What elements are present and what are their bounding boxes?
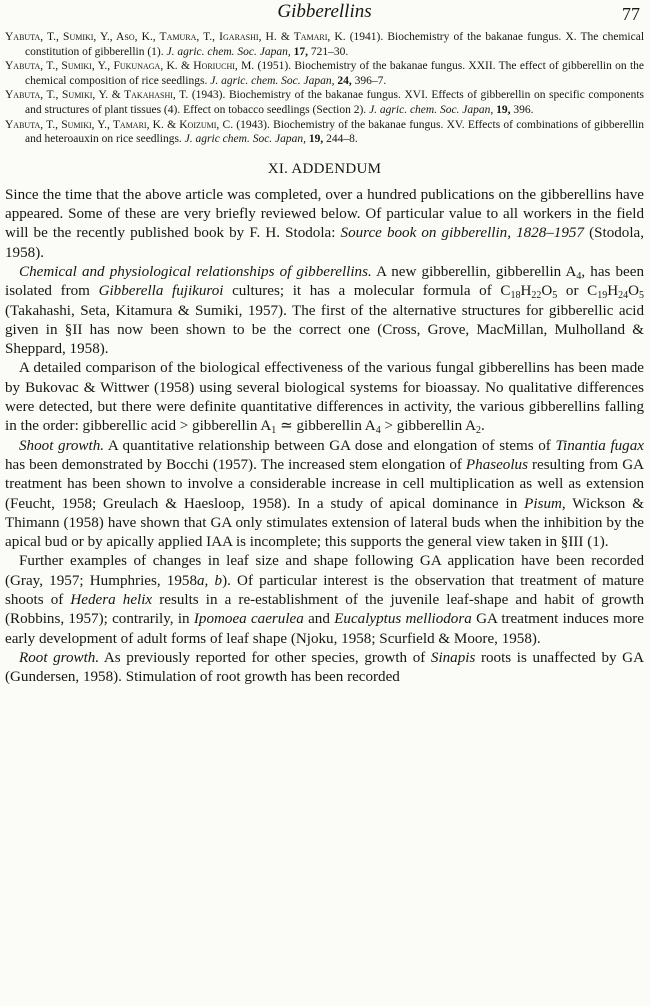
reference-volume: 19, [308,133,324,146]
page-number: 77 [622,4,640,24]
species-name: Phaseolus [465,456,528,473]
reference-pages: 721–30. [310,45,349,58]
reference-authors: Yabuta, T., Sumiki, Y., Aso, K., Tamura, T., Igarashi, H. & Tamari, K. [5,31,346,43]
species-name: Gibberella fujikuroi [98,283,224,300]
reference-year: (1951). [257,60,292,73]
reference-authors: Yabuta, T., Sumiki, Y. & Takahashi, T. [5,89,189,102]
reference-year: (1941). [349,31,384,43]
reference-list [5,30,644,147]
paragraph-shoot-growth: Shoot growth. A quantitative relationship between GA dose and elongation of stems of Tinantia fugax has been demonstrated by Bocchi (1957). The increased stem elongation of Phaseolus resulting from GA treatment has been shown to involve a considerable increase in cell multiplication as well as extension (Feucht, 1958; Greulach & Haesloop, 1958). In a study of apical dominance in Pisum, Wickson & Thimann (1958) have shown that GA only stimulates extension of lateral buds when the inhibition by the apical bud or by apically applied IAA is incomplete; this supports the general view taken in §III (1). [5,437,644,551]
run-in-heading: Chemical and physiological relationships of gibberellins. [19,263,372,280]
running-title: Gibberellins [277,1,372,22]
reference-year: (1943). [191,89,226,102]
species-name: Ipomoea caerulea [193,611,304,628]
reference-pages: 396–7. [354,74,387,87]
reference-entry [5,59,644,88]
reference-title: Biochemistry of the bakanae fungus. XVI. Effects of gibberellin on specific components and structures of plant tissues (4). Effect on tobacco seedlings (Section 2). [25,89,644,116]
paragraph-comparison: A detailed comparison of the biological effectiveness of the various fungal gibberellins has been made by Bukovac & Wittwer (1958) using several biological systems for bioassay. No qualitative differences were detected, but there were definite quantitative differences in activity, the various gibberellins falling in the order: gibberellic acid > gibberellin $A_1$ ≃ gibberellin $A_4$ > gibberellin $A_2$. [5,360,644,437]
species-name: Sinapis [430,649,476,666]
species-name: Pisum, [524,495,566,512]
reference-journal: J. agric. chem. Soc. Japan, [210,74,335,87]
paragraph-chemical: Chemical and physiological relationships of gibberellins. A new gibberellin, gibberellin $A_4$, has been isolated from Gibberella fujikuroi cultures; it has a molecular formula of $C_{18}H_{22}O_5$ or $C_{19}H_{24}O_5$ (Takahashi, Seta, Kitamura & Sumiki, 1957). The first of the alternative structures for gibberellic acid given in §II has now been shown to be the correct one (Cross, Grove, MacMillan, Mulholland & Sheppard, 1958). [5,263,645,358]
paragraph-leaf-shape: Further examples of changes in leaf size and shape following GA application have been recorded (Gray, 1957; Humphries, 1958a, b). Of particular interest is the observation that treatment of mature shoots of Hedera helix results in a re-establishment of the juvenile leaf-shape and habit of growth (Robbins, 1957); contrarily, in Ipomoea caerulea and Eucalyptus melliodora GA treatment induces more early development of adult forms of leaf shape (Njoku, 1958; Scurfield & Moore, 1958). [5,553,645,647]
species-name: Eucalyptus melliodora [334,611,472,628]
reference-volume: 24, [337,74,352,87]
reference-title: Biochemistry of the bakanae fungus. XV. Effects of combinations of gibberellin and heteroauxin on rice seedlings. [25,118,644,146]
reference-pages: 396. [513,103,534,116]
reference-authors: Yabuta, T., Sumiki, Y., Fukunaga, K. & Horiuchi, M. [5,60,255,73]
reference-title: Biochemistry of the bakanae fungus. XXII. The effect of gibberellin on the chemical composition of rice seedlings. [25,60,645,87]
species-name: Hedera helix [70,591,153,608]
section-heading: XI. ADDENDUM [267,160,382,177]
running-header [5,0,644,28]
reference-entry [5,118,644,147]
reference-entry [5,30,644,59]
run-in-heading: Shoot growth. [19,437,105,454]
paragraph-intro: Since the time that the above article was completed, over a hundred publications on the gibberellins have appeared. Some of these are very briefly reviewed below. Of particular value to all workers in the field will be the recently published book by F. H. Stodola: Source book on gibberellin, 1828–1957 (Stodola, 1958). [5,186,645,261]
paragraph-root-growth: Root growth. As previously reported for other species, growth of Sinapis roots is unaffected by GA (Gundersen, 1958). Stimulation of root growth has been recorded [5,649,644,686]
reference-volume: 19, [496,103,511,116]
reference-title: Biochemistry of the bakanae fungus. X. The chemical constitution of gibberellin (1). [25,31,645,58]
run-in-heading: Root growth. [19,649,100,666]
body-text [5,186,644,688]
reference-journal: J. agric chem. Soc. Japan, [184,133,307,146]
species-name: Tinantia fugax [555,437,644,454]
reference-year: (1943). [236,118,270,131]
reference-entry [5,88,644,117]
reference-volume: 17, [293,45,308,58]
reference-authors: Yabuta, T., Sumiki, Y., Tamari, K. & Koizumi, C. [5,118,234,131]
book-title: Source book on gibberellin, 1828–1957 [340,225,584,242]
reference-journal: J. agric. chem. Soc. Japan, [369,103,494,116]
reference-pages: 244–8. [326,133,358,146]
reference-journal: J. agric. chem. Soc. Japan, [166,45,291,58]
